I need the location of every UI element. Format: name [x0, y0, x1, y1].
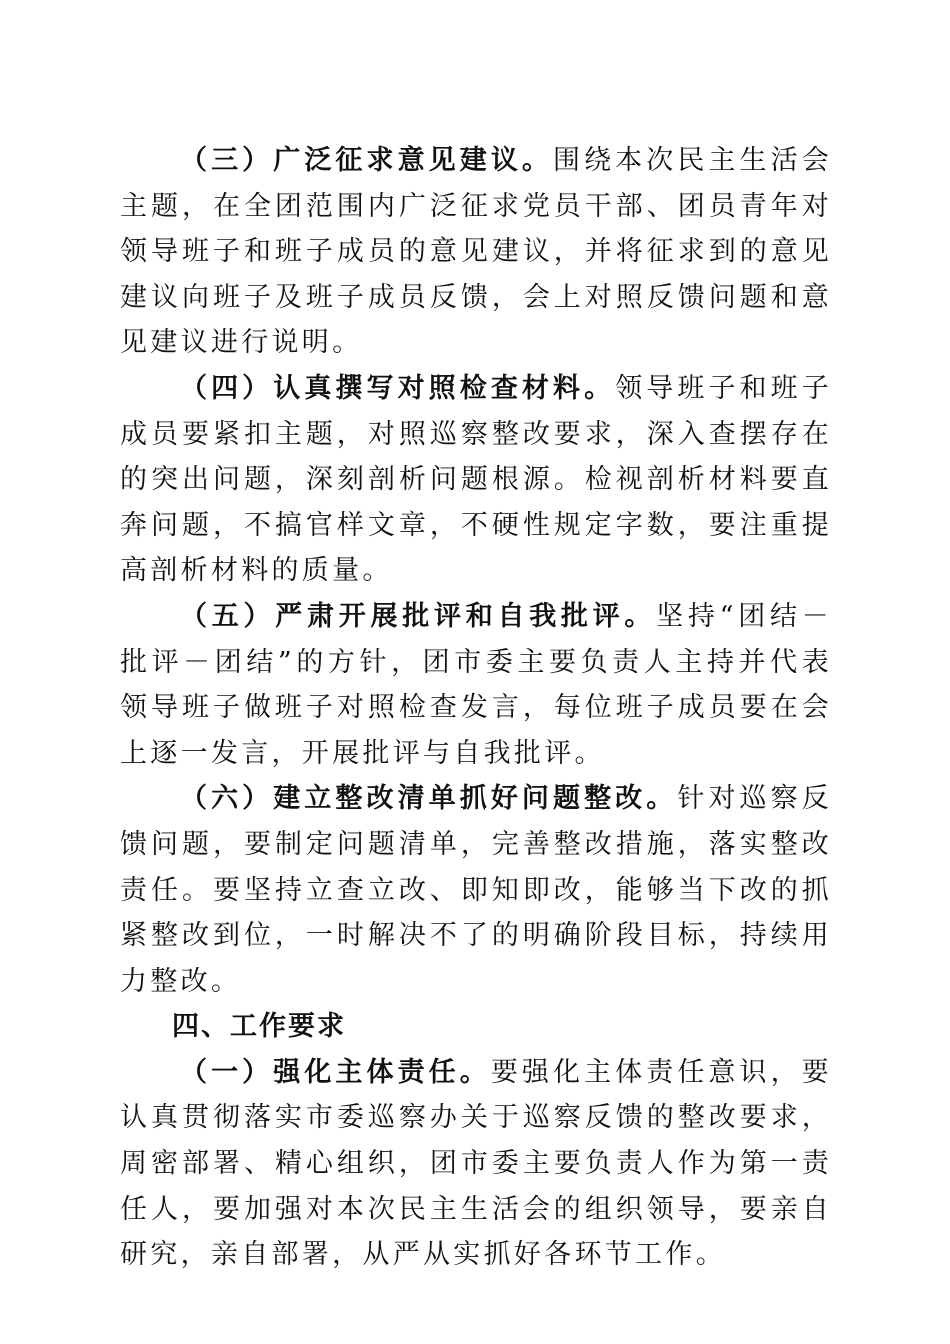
paragraph-lead: （三）广泛征求意见建议。: [180, 145, 554, 176]
paragraph-text: 针对巡察反馈问题，要制定问题清单，完善整改措施，落实整改责任。要坚持立查立改、即知即改，能够当下改的抓紧整改到位，一时解决不了的明确阶段目标，持续用力整改。: [120, 783, 832, 997]
paragraph-text: 要强化主体责任意识，要认真贯彻落实市委巡察办关于巡察反馈的整改要求，周密部署、精心组织，团市委主要负责人作为第一责任人，要加强对本次民主生活会的组织领导，要亲自研究，亲自部署，从严从实抓好各环节工作。: [120, 1056, 832, 1271]
paragraph-rectification-list: [120, 776, 832, 1004]
paragraph-lead: （一）强化主体责任。: [180, 1056, 491, 1088]
paragraph-criticism: [120, 594, 832, 776]
paragraph-lead: （六）建立整改清单抓好问题整改。: [180, 783, 678, 815]
paragraph-text: 领导班子和班子成员要紧扣主题，对照巡察整改要求，深入查摆存在的突出问题，深刻剖析问题根源。检视剖析材料要直奔问题，不搞官样文章，不硬性规定字数，要注重提高剖析材料的质量。: [120, 372, 832, 587]
section-heading: 四、工作要求: [172, 1011, 346, 1043]
paragraph-solicit-opinions: [120, 138, 832, 366]
paragraph-main-responsibility: [120, 1050, 832, 1278]
paragraph-text: 围绕本次民主生活会主题，在全团范围内广泛征求党员干部、团员青年对领导班子和班子成员的意见建议，并将征求到的意见建议向班子及班子成员反馈，会上对照反馈问题和意见建议进行说明。: [120, 145, 832, 359]
paragraph-text: 坚持“团结－批评－团结”的方针，团市委主要负责人主持并代表领导班子做班子对照检查发言，每位班子成员要在会上逐一发言，开展批评与自我批评。: [120, 600, 832, 769]
paragraph-inspection-materials: [120, 366, 832, 594]
document-body: [120, 138, 832, 1278]
paragraph-lead: （五）严肃开展批评和自我批评。: [180, 600, 657, 632]
paragraph-lead: （四）认真撰写对照检查材料。: [180, 372, 616, 404]
